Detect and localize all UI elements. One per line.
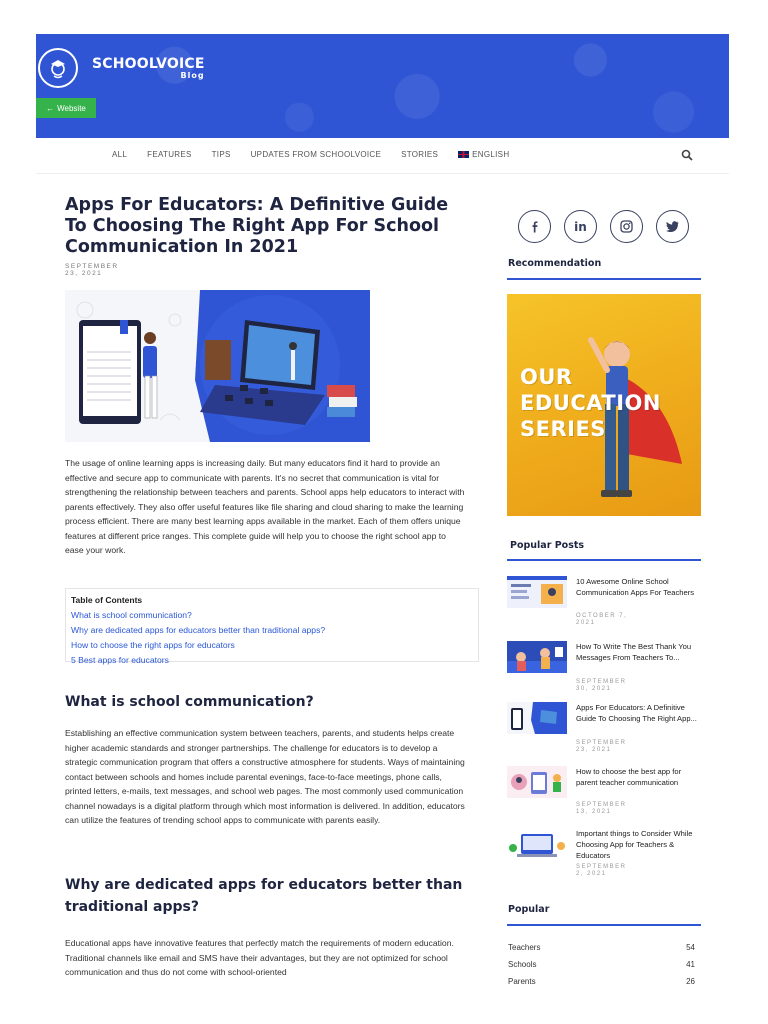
popular-post-title: 10 Awesome Online School Communication Apps For Teachers bbox=[576, 577, 695, 597]
popular-post-date: SEPTEMBER 2, 2021 bbox=[576, 864, 627, 877]
intro-paragraph: The usage of online learning apps is increasing daily. But many educators find it hard to provide an effective and secure app to communicate with parents. It's no secret that communication is vital for strengthening the relationship between teachers and parents. School apps help educators to interact with parents effectively. They also offer useful features like file sharing and cloud sharing to make the learning process efficient. There are many best learning apps available in the market. Each of them offers unique features at different price ranges. This complete guide will help you to choose the right school app to ease your work. bbox=[65, 458, 465, 555]
article bbox=[65, 195, 480, 977]
popular-post-title: Apps For Educators: A Definitive Guide To Choosing The Right App... bbox=[576, 703, 697, 723]
facebook-icon[interactable] bbox=[518, 210, 551, 243]
social-links bbox=[518, 210, 689, 243]
popular-post[interactable] bbox=[507, 702, 702, 758]
table-of-contents bbox=[65, 588, 479, 665]
post-thumbnail bbox=[507, 641, 567, 673]
brand-name: SCHOOLVOICE bbox=[92, 56, 205, 72]
popular-posts-title: Popular Posts bbox=[510, 540, 585, 551]
post-thumbnail bbox=[507, 828, 567, 860]
hero-image bbox=[65, 290, 370, 442]
logo-icon bbox=[38, 48, 78, 88]
nav-item-tips[interactable]: TIPS bbox=[211, 150, 231, 159]
post-thumbnail bbox=[507, 576, 567, 608]
popular-post-date: OCTOBER 7, 2021 bbox=[576, 613, 628, 626]
popular-post-title: Important things to Consider While Choosing App for Teachers & Educators bbox=[576, 829, 693, 860]
post-date: SEPTEMBER 23, 2021 bbox=[65, 263, 119, 277]
brand-logo[interactable] bbox=[36, 48, 205, 88]
flag-uk-icon bbox=[458, 151, 469, 158]
popular-post-date: SEPTEMBER 30, 2021 bbox=[576, 679, 627, 692]
popular-post[interactable] bbox=[507, 766, 702, 822]
website-button[interactable] bbox=[36, 98, 96, 118]
toc-link[interactable]: What is school communication? bbox=[71, 610, 192, 620]
category-count: 54 bbox=[686, 943, 695, 952]
category-row[interactable] bbox=[508, 977, 695, 986]
toc-link[interactable]: Why are dedicated apps for educators better than traditional apps? bbox=[71, 625, 326, 635]
section-divider bbox=[507, 278, 701, 280]
nav-item-all[interactable]: ALL bbox=[112, 150, 128, 159]
site-header bbox=[36, 34, 729, 138]
arrow-left-icon: ← bbox=[46, 103, 55, 113]
post-thumbnail bbox=[507, 766, 567, 798]
recommendation-banner[interactable] bbox=[507, 294, 701, 516]
section-heading: What is school communication? bbox=[65, 694, 314, 710]
section-paragraph: Establishing an effective communication system between teachers, parents, and students helps create higher academic standards and stronger partnerships. The challenge for educators is to develop a strategic communication program that offers a constructive atmosphere for students. Ways of maintaining contact between schools and homes include parental evenings, face-to-face meetings, phone calls, printed letters, e-mails, text messages, and school web pages. The most commonly used communication channel nowadays is a digital platform through which most information is delivered. In addition, educators can utilize the features of trending school apps to communicate with parents easily. bbox=[65, 728, 465, 825]
category-name: Teachers bbox=[508, 943, 541, 952]
toc-link[interactable]: How to choose the right apps for educators bbox=[71, 640, 235, 650]
category-count: 26 bbox=[686, 977, 695, 986]
linkedin-icon[interactable]: in bbox=[564, 210, 597, 243]
category-row[interactable] bbox=[508, 960, 695, 969]
popular-post[interactable] bbox=[507, 641, 702, 697]
section-divider bbox=[507, 559, 701, 561]
recommendation-banner-text: OUR EDUCATION SERIES bbox=[520, 365, 661, 441]
category-name: Schools bbox=[508, 960, 537, 969]
category-name: Parents bbox=[508, 977, 536, 986]
popular-post-title: How To Write The Best Thank You Messages From Teachers To... bbox=[576, 642, 692, 662]
post-thumbnail bbox=[507, 702, 567, 734]
popular-post-date: SEPTEMBER 23, 2021 bbox=[576, 740, 627, 753]
toc-title: Table of Contents bbox=[71, 595, 143, 605]
section-paragraph: Educational apps have innovative features that perfectly match the requirements of modern education. Traditional channels like email and SMS have their advantages, but they are not optimized for school communication and thus do not come with school-oriented bbox=[65, 938, 454, 977]
nav-item-stories[interactable]: STORIES bbox=[401, 150, 439, 159]
section-divider bbox=[507, 924, 701, 926]
nav-item-updates[interactable]: UPDATES FROM SCHOOLVOICE bbox=[250, 150, 382, 159]
brand-sub: Blog bbox=[180, 71, 205, 80]
instagram-icon[interactable] bbox=[610, 210, 643, 243]
post-title: Apps For Educators: A Definitive Guide To Choosing The Right App For School Communication In 2021 bbox=[65, 195, 449, 257]
nav-item-features[interactable]: FEATURES bbox=[147, 150, 192, 159]
category-count: 41 bbox=[686, 960, 695, 969]
popular-post[interactable] bbox=[507, 828, 702, 884]
main-nav bbox=[36, 138, 729, 174]
website-button-label: Website bbox=[57, 103, 86, 113]
category-row[interactable] bbox=[508, 943, 695, 952]
twitter-icon[interactable] bbox=[656, 210, 689, 243]
section-heading: Why are dedicated apps for educators better than traditional apps? bbox=[65, 877, 463, 915]
toc-link[interactable]: 5 Best apps for educators bbox=[71, 655, 169, 665]
popular-post[interactable] bbox=[507, 576, 702, 632]
popular-post-date: SEPTEMBER 13, 2021 bbox=[576, 802, 627, 815]
nav-item-language[interactable] bbox=[458, 150, 509, 159]
language-label: ENGLISH bbox=[472, 150, 510, 159]
popular-post-title: How to choose the best app for parent teacher communication bbox=[576, 767, 682, 787]
search-icon[interactable] bbox=[681, 148, 693, 166]
recommendation-title: Recommendation bbox=[508, 258, 602, 269]
popular-title: Popular bbox=[508, 904, 550, 915]
